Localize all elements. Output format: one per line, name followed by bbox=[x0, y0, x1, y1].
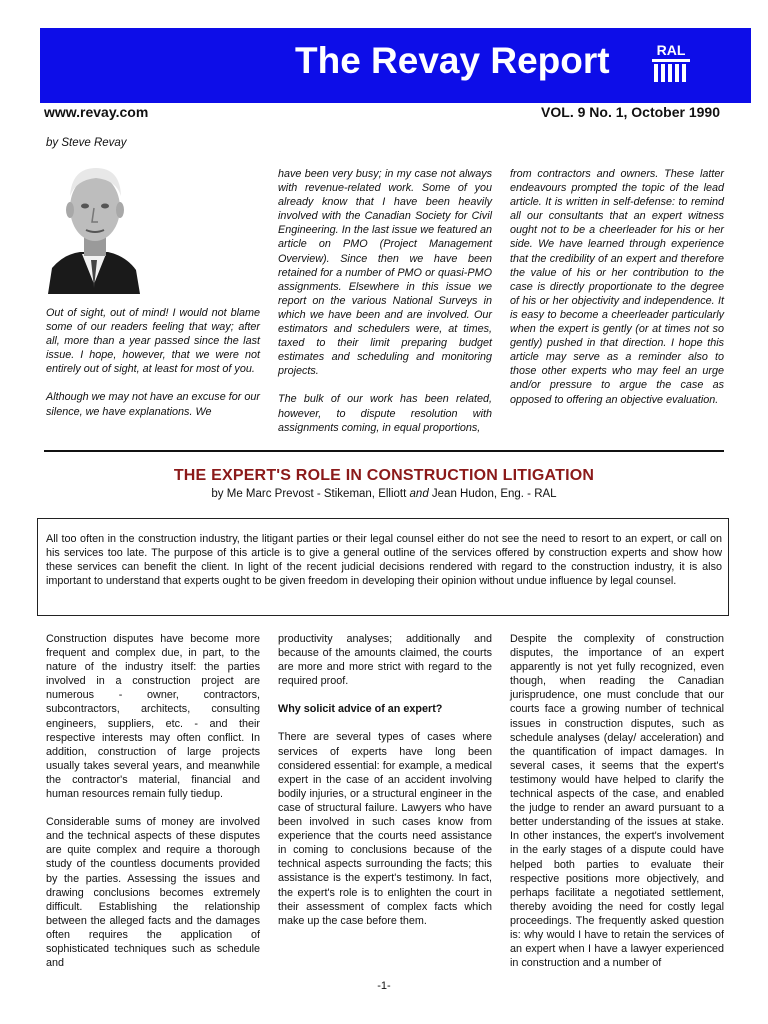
article-abstract: All too often in the construction industry, the litigant parties or their legal counsel either do not see the need to resort to an expert, or call on his services too late. The purpose of this article is to give a general outline of the services offered by construction experts and show how these services can benefit the client. In light of the recent judicial decisions rendered with regard to the construction industry, it is also important to understand that experts ought to be given freedom in developing their opinion without undue influence by legal counsel. bbox=[37, 518, 729, 616]
editorial-column-1 bbox=[46, 306, 260, 433]
website-url[interactable]: www.revay.com bbox=[44, 104, 149, 120]
article-title: THE EXPERT'S ROLE IN CONSTRUCTION LITIGATION bbox=[173, 467, 595, 484]
editorial-byline: by Steve Revay bbox=[46, 137, 127, 149]
editorial-column-3 bbox=[510, 167, 724, 421]
svg-text:RAL: RAL bbox=[656, 42, 686, 58]
paragraph: productivity analyses; additionally and because of the amounts claimed, the courts are more and more strict with regard to the required proof. bbox=[278, 633, 492, 688]
paragraph: Despite the complexity of construction disputes, the importance of an expert apparently is not yet fully recognized, even though, when reading the Canadian jurisprudence, one must conclude that our courts face a growing number of technical issues in construction disputes, such as schedule analyses (delay/ acceleration) and the quantification of impact damages. In several cases, it seems that the expert's testimony would have helped to clarify the technical aspects of the case, and enabled the judge to render an award pursuant to a better understanding of the issues at stake. In other instances, the expert's involvement in the early stages of a dispute could have helped both parties to evaluate their respective positions more objectively, and perhaps facilitate a negotiated settlement, thereby avoiding the need for costly legal proceedings. The frequently asked question is: why would I have to retain the services of an expert when I have a lawyer experienced in construction and a number of bbox=[510, 633, 724, 970]
author-portrait bbox=[46, 156, 142, 294]
editorial-column-2 bbox=[278, 167, 492, 449]
masthead-banner bbox=[40, 28, 751, 103]
article-authors: by Me Marc Prevost - Stikeman, Elliott and Jean Hudon, Eng. - RAL bbox=[211, 488, 557, 500]
paragraph: Although we may not have an excuse for our silence, we have explanations. We bbox=[46, 391, 260, 418]
paragraph: from contractors and owners. These latter endeavours prompted the topic of the lead article. It is written in self-defense: to remind all our consultants that an expert witness ought not to be a cheerleader for his or her side. We have learned through experience that the credibility of an expert and therefore the value of his or her contribution to the case is directly proportionate to the degree of his or her objectivity and independence. It is easy to become a cheerleader particularly when the expert is gently (or at times not so gently) pushed in that direction. I hope this article may serve as a reminder also to those other experts who may feel an urge and/or pressure to argue the case as opposed to offering an objective evaluation. bbox=[510, 168, 724, 406]
paragraph: Considerable sums of money are involved and the technical aspects of these disputes are quite complex and require a thorough study of the countless documents provided by the parties. Assessing the issues and drawing conclusions becomes extremely difficult. Establishing the relationship between the alleged facts and the damages often requires the application of sophisticated techniques such as schedule and bbox=[46, 816, 260, 970]
publication-title: The Revay Report bbox=[295, 40, 610, 81]
section-divider bbox=[44, 450, 724, 452]
paragraph: Construction disputes have become more frequent and complex due, in part, to the nature of the industry itself: the parties involved in a construction project are numerous - owner, contractors, subcontractors, architects, consulting engineers, suppliers, etc. - and their respective interests may often conflict. In addition, construction of large projects usually takes several years, and meanwhile the contractor's material, financial and human resources remain fully tiedup. bbox=[46, 633, 260, 801]
section-subheading: Why solicit advice of an expert? bbox=[278, 703, 443, 716]
paragraph: There are several types of cases where services of experts have long been considered essential: for example, a medical expert in the case of an accident involving bodily injuries, or a structural engineer in the case of structural failure. Lawyers who have been involved in such cases know from experience that the courts need assistance in coming to conclusions because of the technical aspects surrounding the facts; this assistance is the expert's testimony. In fact, the expert's role is to enlighten the court in their assessment of complex facts which make up the case before them. bbox=[278, 731, 492, 927]
volume-issue: VOL. 9 No. 1, October 1990 bbox=[541, 104, 720, 120]
article-column-2 bbox=[278, 632, 492, 942]
paragraph: have been very busy; in my case not always with revenue-related work. Some of you already know that I have been heavily involved with the Canadian Society for Civil Engineering. In the last issue we featured an article on PMO (Project Management Overview). Since then we have been retained for a number of PMO or quasi-PMO assignments. Elsewhere in this issue we report on the various National Surveys in which we have been and are involved. Our estimators and schedulers were, at times, taxed to their limit preparing budget estimates and scheduling and monitoring projects. bbox=[278, 168, 492, 378]
paragraph: The bulk of our work has been related, however, to dispute resolution with assignments coming, in equal proportions, bbox=[278, 393, 492, 434]
ral-logo bbox=[648, 42, 694, 84]
page-number: -1- bbox=[377, 980, 391, 992]
paragraph: Out of sight, out of mind! I would not blame some of our readers feeling that way; after all, more than a year passed since the last issue. I hope, however, that we were not entirely out of sight, at least for most of you. bbox=[46, 307, 260, 376]
article-column-1 bbox=[46, 632, 260, 984]
article-column-3 bbox=[510, 632, 724, 984]
